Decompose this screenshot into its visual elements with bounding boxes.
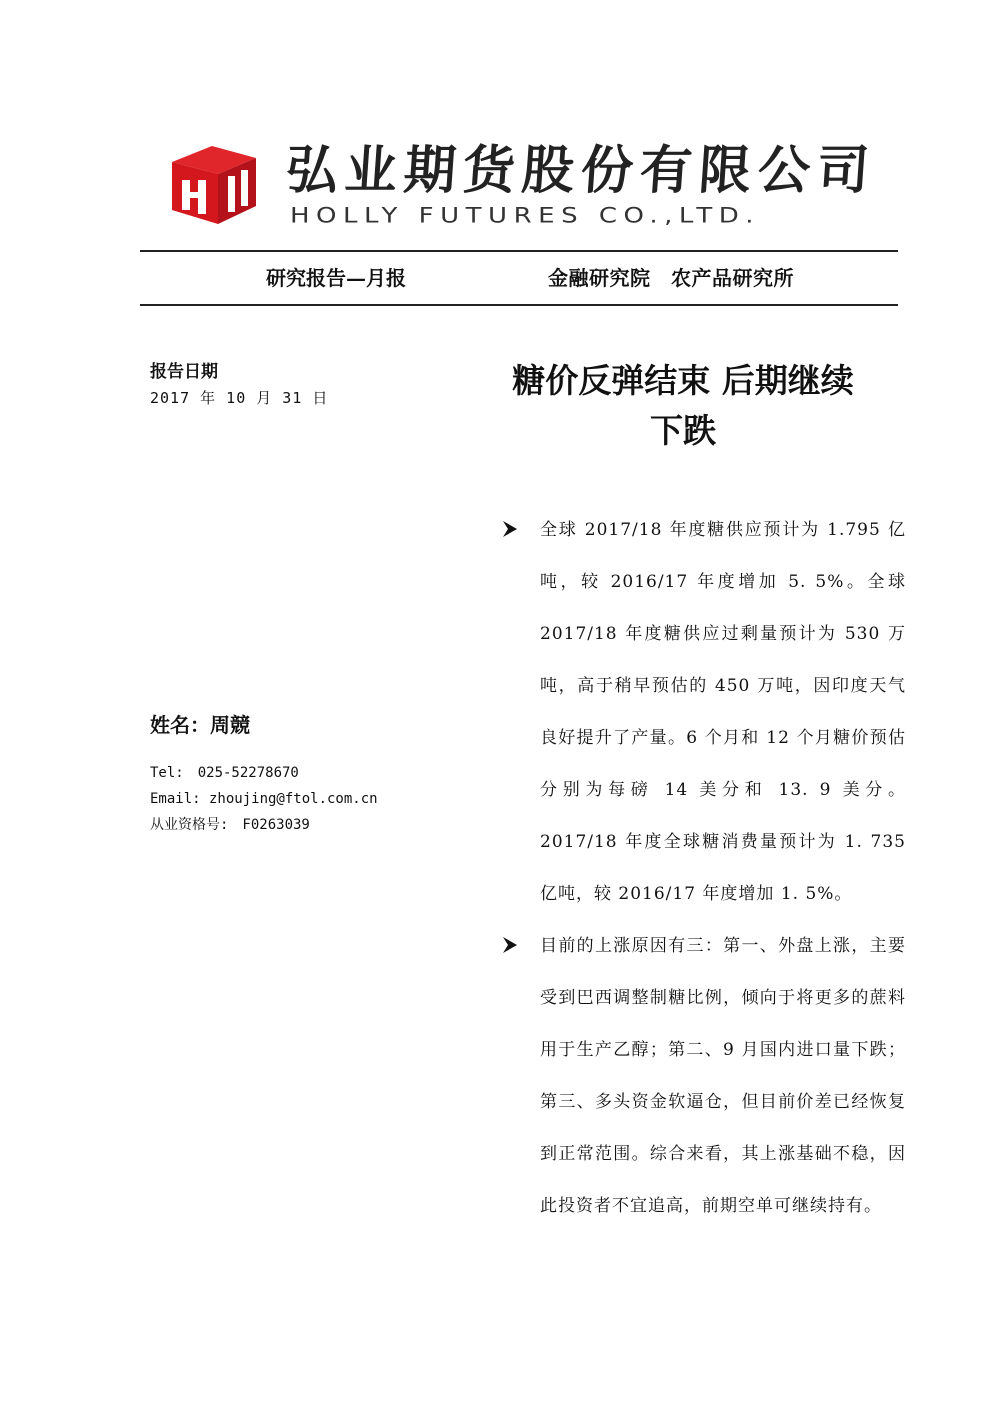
summary-bullet-1-text: 全球 2017/18 年度糖供应预计为 1.795 亿吨，较 2016/17 年度增加 5. 5%。全球2017/18 年度糖供应过剩量预计为 530 万吨，高于稍早预估的 450 万吨，因印度天气良好提升了产量。6 个月和 12 个月糖价预估分别为每磅 14 美分和 13. 9 美分。2017/18 年度全球糖消费量预计为 1. 735亿吨，较 2016/17 年度增加 1. 5%。 (540, 520, 906, 904)
summary-bullet-2 (500, 920, 906, 1232)
report-date-label: 报告日期 (150, 362, 218, 382)
company-name-en: HOLLY FUTURES CO.,LTD. (290, 203, 761, 229)
logo-mark-icon (168, 140, 260, 228)
company-logo (168, 140, 878, 232)
report-title (470, 356, 896, 456)
header-bottom-rule (140, 304, 898, 306)
arrow-bullet-icon (502, 936, 518, 954)
report-title-line-2: 下跌 (650, 411, 716, 450)
author-email: Email: zhoujing@ftol.com.cn (150, 791, 378, 807)
report-type: 研究报告—月报 (266, 266, 406, 290)
summary-bullets (500, 504, 906, 1232)
author-tel: Tel: 025-52278670 (150, 765, 299, 781)
author-contact (150, 760, 378, 838)
header-top-rule (140, 250, 898, 252)
summary-bullet-2-text: 目前的上涨原因有三：第一、外盘上涨，主要受到巴西调整制糖比例，倾向于将更多的蔗料用于生产乙醇；第二、9 月国内进口量下跌；第三、多头资金软逼仓，但目前价差已经恢复到正常范围。综合来看，其上涨基础不稳，因此投资者不宜追高，前期空单可继续持有。 (540, 936, 906, 1216)
report-date-value: 2017 年 10 月 31 日 (150, 389, 329, 407)
departments: 金融研究院 农产品研究所 (548, 266, 794, 290)
report-title-line-1: 糖价反弹结束 后期继续 (512, 361, 854, 400)
arrow-bullet-icon (502, 520, 518, 538)
author-name: 姓名：周競 (150, 713, 250, 737)
author-license: 从业资格号: F0263039 (150, 817, 310, 833)
company-name-cn: 弘业期货股份有限公司 (283, 140, 879, 201)
summary-bullet-1 (500, 504, 906, 920)
